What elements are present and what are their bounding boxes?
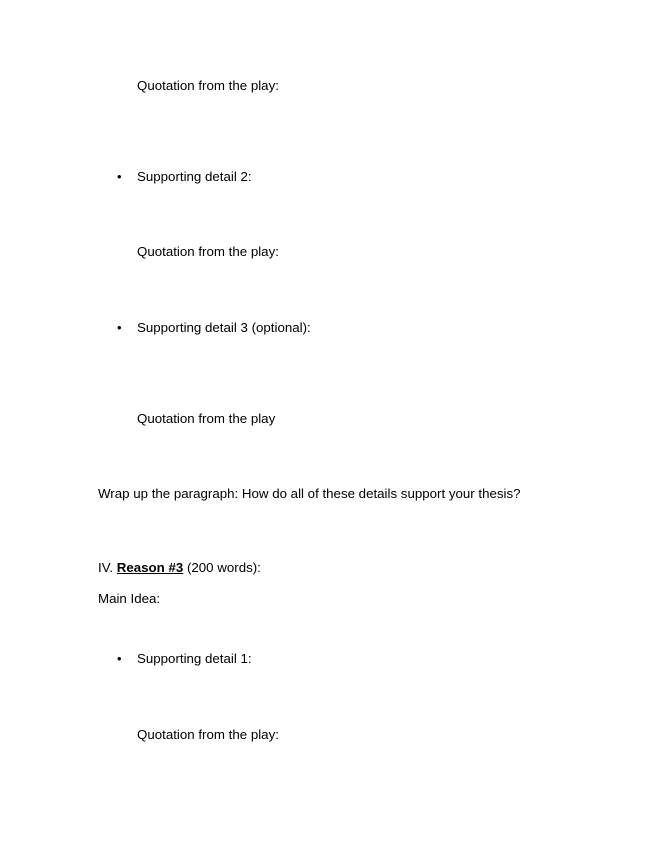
main-idea-prompt: Main Idea: [98,591,161,606]
quotation-prompt: Quotation from the play: [137,244,279,259]
bullet-icon: • [117,651,122,666]
quotation-prompt: Quotation from the play: [137,78,279,93]
supporting-detail-prompt: Supporting detail 1: [137,651,252,666]
bullet-icon: • [117,169,122,184]
section-heading [98,560,261,576]
supporting-detail-prompt: Supporting detail 2: [137,169,252,184]
wrap-up-prompt: Wrap up the paragraph: How do all of these details support your thesis? [98,486,521,501]
quotation-prompt: Quotation from the play: [137,727,279,742]
quotation-prompt: Quotation from the play [137,411,276,426]
section-number: IV. [98,560,117,575]
section-title: Reason #3 [116,560,184,575]
supporting-detail-prompt: Supporting detail 3 (optional): [137,320,311,335]
bullet-icon: • [117,320,122,335]
section-word-count: (200 words): [183,560,261,575]
